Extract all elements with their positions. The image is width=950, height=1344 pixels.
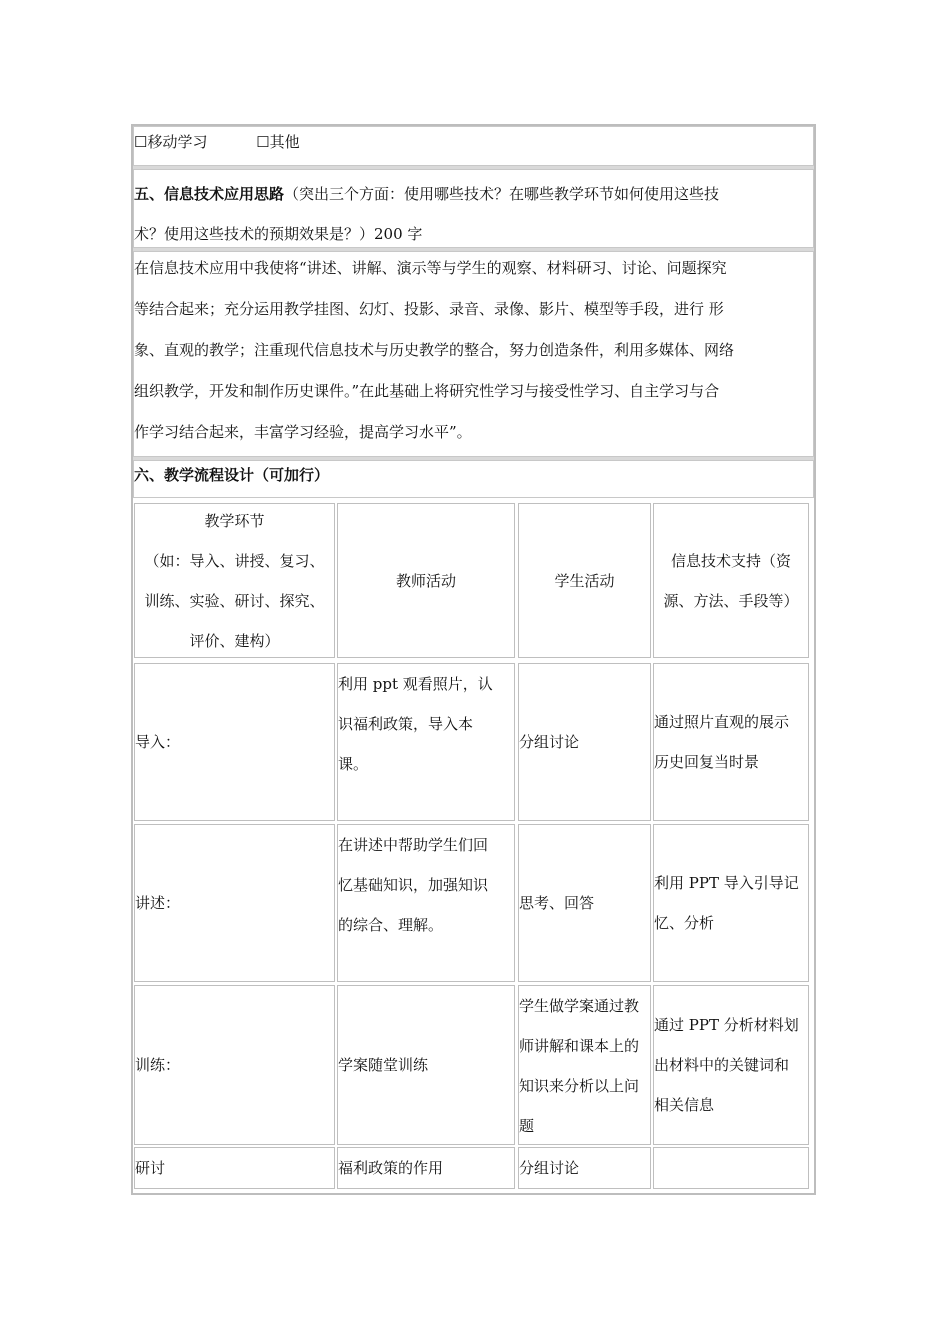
section5-heading — [134, 174, 808, 254]
header-stage: 教学环节 （如：导入、讲授、复习、 训练、实验、研讨、探究、 评价、建构） — [134, 503, 335, 658]
section5-note-line1: （突出三个方面：使用哪些技术？在哪些教学环节如何使用这些技 — [284, 185, 720, 203]
mobile-learning-checkbox[interactable]: ☐移动学习 — [134, 133, 208, 151]
row4-tech — [653, 1147, 809, 1189]
row3-stage: 训练： — [134, 985, 335, 1145]
row3-tech: 通过 PPT 分析材料划 出材料中的关键词和 相关信息 — [653, 985, 809, 1145]
body-line: 在信息技术应用中我使将“讲述、讲解、演示等与学生的观察、材料研习、讨论、问题探究 — [134, 259, 727, 277]
row2-tech: 利用 PPT 导入引导记 忆、分析 — [653, 824, 809, 982]
header-tech: 信息技术支持（资 源、方法、手段等） — [653, 503, 809, 658]
row4-student: 分组讨论 — [518, 1147, 651, 1189]
body-line: 等结合起来；充分运用教学挂图、幻灯、投影、录音、录像、影片、模型等手段，进行 形 — [134, 300, 724, 318]
row2-student: 思考、回答 — [518, 824, 651, 982]
section5-note-line2: 术？使用这些技术的预期效果是？）200 字 — [134, 225, 423, 243]
body-line: 象、直观的教学；注重现代信息技术与历史教学的整合，努力创造条件，利用多媒体、网络 — [134, 341, 735, 359]
row2-teacher: 在讲述中帮助学生们回 忆基础知识，加强知识 的综合、理解。 — [337, 824, 515, 982]
row2-stage: 讲述： — [134, 824, 335, 982]
row3-student: 学生做学案通过教 师讲解和课本上的 知识来分析以上问 题 — [518, 985, 651, 1145]
row1-student: 分组讨论 — [518, 663, 651, 821]
row4-stage: 研讨 — [134, 1147, 335, 1189]
body-line: 组织教学，开发和制作历史课件。”在此基础上将研究性学习与接受性学习、自主学习与合 — [134, 382, 720, 400]
section5-title: 五、信息技术应用思路 — [134, 185, 285, 203]
section6-heading: 六、教学流程设计（可加行） — [134, 466, 330, 484]
row1-stage: 导入： — [134, 663, 335, 821]
other-checkbox[interactable]: ☐其他 — [256, 133, 300, 151]
row3-teacher: 学案随堂训练 — [337, 985, 515, 1145]
row4-teacher: 福利政策的作用 — [337, 1147, 515, 1189]
options-text — [134, 131, 808, 152]
row1-teacher: 利用 ppt 观看照片，认 识福利政策，导入本 课。 — [337, 663, 515, 821]
row1-tech: 通过照片直观的展示 历史回复当时景 — [653, 663, 809, 821]
section5-body — [134, 248, 808, 453]
header-teacher: 教师活动 — [337, 503, 515, 658]
body-line: 作学习结合起来，丰富学习经验，提高学习水平”。 — [134, 423, 472, 441]
header-student: 学生活动 — [518, 503, 651, 658]
